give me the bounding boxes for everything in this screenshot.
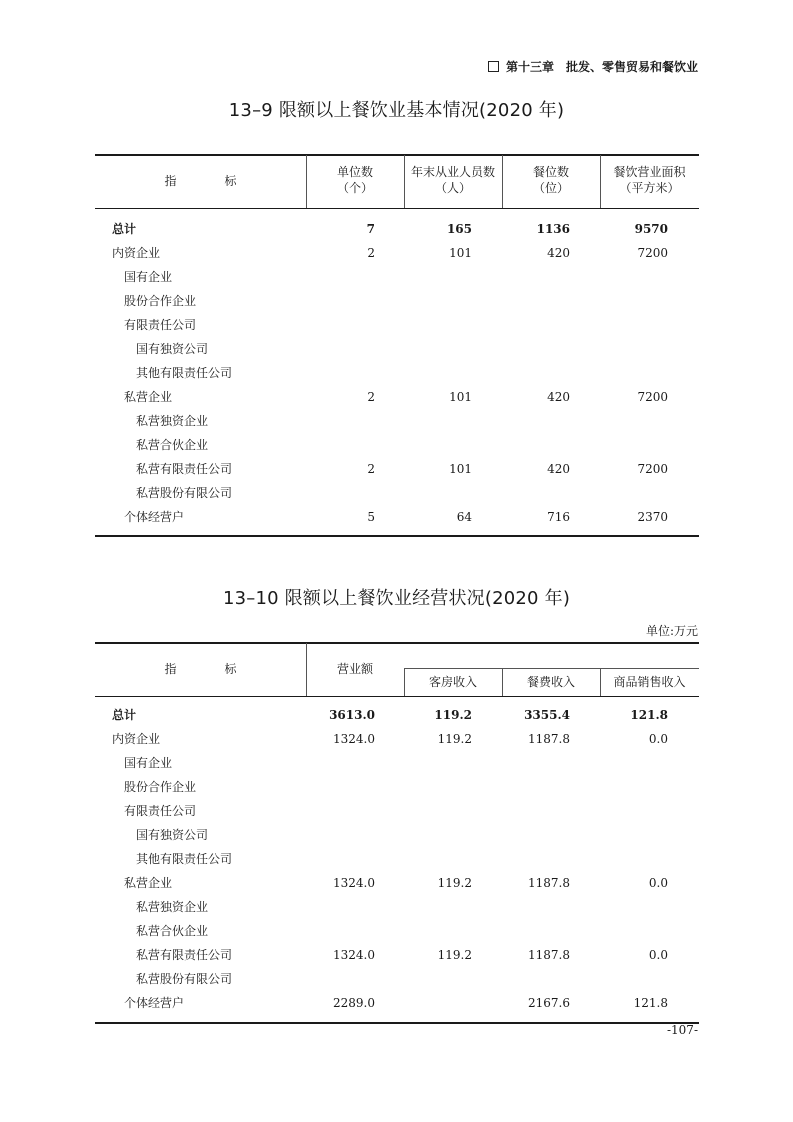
table1-title: 13–9 限额以上餐饮业基本情况(2020 年) bbox=[228, 100, 565, 121]
table1-header-rule bbox=[95, 208, 699, 209]
table-cell: 7200 bbox=[637, 390, 668, 404]
row-label: 私营股份有限公司 bbox=[136, 972, 233, 986]
table1-bottom-rule bbox=[95, 535, 699, 537]
table1-col-header: 单位数 （个） bbox=[336, 165, 373, 195]
table2-subheader-rule bbox=[404, 668, 699, 669]
table-cell: 3613.0 bbox=[329, 708, 375, 722]
table-cell: 0.0 bbox=[648, 876, 668, 890]
table-cell: 1187.8 bbox=[528, 876, 570, 890]
chapter-label: 第十三章 bbox=[505, 60, 554, 74]
table-cell: 119.2 bbox=[434, 708, 472, 722]
row-label: 总计 bbox=[112, 222, 137, 236]
table-cell: 420 bbox=[547, 246, 570, 260]
table-cell: 420 bbox=[547, 390, 570, 404]
table-cell: 7200 bbox=[637, 246, 668, 260]
table-cell: 2 bbox=[367, 390, 375, 404]
table-cell: 420 bbox=[547, 462, 570, 476]
table2-sub-header: 餐费收入 bbox=[526, 675, 575, 689]
row-label: 总计 bbox=[112, 708, 137, 722]
row-label: 内资企业 bbox=[112, 732, 161, 746]
table2-bottom-rule bbox=[95, 1022, 699, 1024]
table2-header-rule bbox=[95, 696, 699, 697]
row-label: 私营股份有限公司 bbox=[136, 486, 233, 500]
row-label: 国有企业 bbox=[124, 756, 173, 770]
table-cell: 119.2 bbox=[437, 876, 472, 890]
row-label: 私营合伙企业 bbox=[136, 924, 209, 938]
table-cell: 0.0 bbox=[648, 948, 668, 962]
table-cell: 3355.4 bbox=[524, 708, 570, 722]
table-cell: 716 bbox=[547, 510, 570, 524]
table-cell: 64 bbox=[456, 510, 472, 524]
table-cell: 9570 bbox=[634, 222, 668, 236]
row-label: 私营企业 bbox=[124, 390, 173, 404]
table-cell: 119.2 bbox=[437, 948, 472, 962]
table-cell: 2370 bbox=[637, 510, 668, 524]
row-label: 有限责任公司 bbox=[124, 804, 197, 818]
table-cell: 101 bbox=[449, 390, 472, 404]
row-label: 国有企业 bbox=[124, 270, 173, 284]
row-label: 私营合伙企业 bbox=[136, 438, 209, 452]
table1-col-header: 餐位数 （位） bbox=[532, 165, 569, 195]
table-cell: 121.8 bbox=[630, 708, 668, 722]
table-cell: 5 bbox=[367, 510, 375, 524]
table-cell: 7 bbox=[366, 222, 375, 236]
row-label: 个体经营户 bbox=[124, 510, 185, 524]
table-cell: 1324.0 bbox=[333, 948, 375, 962]
table-cell: 1324.0 bbox=[333, 876, 375, 890]
table1-col-header: 年末从业人员数 （人） bbox=[410, 165, 495, 195]
table1-top-rule bbox=[95, 154, 699, 156]
row-label: 私营有限责任公司 bbox=[136, 948, 233, 962]
table-cell: 1324.0 bbox=[333, 732, 375, 746]
table-cell: 0.0 bbox=[648, 732, 668, 746]
row-label: 私营独资企业 bbox=[136, 414, 209, 428]
table2-sub-header: 客房收入 bbox=[428, 675, 477, 689]
row-label: 私营独资企业 bbox=[136, 900, 209, 914]
table2-top-rule bbox=[95, 642, 699, 644]
table-cell: 121.8 bbox=[633, 996, 668, 1010]
table-cell: 7200 bbox=[637, 462, 668, 476]
table1-col-header: 餐饮营业面积 （平方米） bbox=[613, 165, 686, 195]
table-cell: 165 bbox=[446, 222, 472, 236]
table-cell: 2289.0 bbox=[333, 996, 375, 1010]
running-header bbox=[0, 58, 698, 75]
table2-sub-header: 商品销售收入 bbox=[613, 675, 686, 689]
row-label: 个体经营户 bbox=[124, 996, 185, 1010]
table2-indicator-header: 指 标 bbox=[164, 662, 237, 676]
table2-title: 13–10 限额以上餐饮业经营状况(2020 年) bbox=[222, 588, 571, 609]
row-label: 私营有限责任公司 bbox=[136, 462, 233, 476]
table-cell: 1187.8 bbox=[528, 948, 570, 962]
section-label: 批发、零售贸易和餐饮业 bbox=[565, 60, 698, 74]
row-label: 私营企业 bbox=[124, 876, 173, 890]
row-label: 国有独资公司 bbox=[136, 342, 209, 356]
row-label: 股份合作企业 bbox=[124, 294, 197, 308]
square-icon bbox=[488, 61, 499, 72]
row-label: 其他有限责任公司 bbox=[136, 852, 233, 866]
row-label: 股份合作企业 bbox=[124, 780, 197, 794]
table-cell: 1136 bbox=[536, 222, 570, 236]
table2-unit-note: 单位:万元 bbox=[645, 624, 698, 638]
row-label: 国有独资公司 bbox=[136, 828, 209, 842]
row-label: 有限责任公司 bbox=[124, 318, 197, 332]
row-label: 内资企业 bbox=[112, 246, 161, 260]
table-cell: 2 bbox=[367, 462, 375, 476]
row-label: 其他有限责任公司 bbox=[136, 366, 233, 380]
table-cell: 101 bbox=[449, 462, 472, 476]
table1-indicator-header: 指 标 bbox=[164, 174, 237, 188]
page-number: -107- bbox=[666, 1023, 698, 1037]
table-cell: 2167.6 bbox=[528, 996, 570, 1010]
table-cell: 1187.8 bbox=[528, 732, 570, 746]
table-cell: 2 bbox=[367, 246, 375, 260]
table2-revenue-header: 营业额 bbox=[336, 662, 373, 676]
table-cell: 119.2 bbox=[437, 732, 472, 746]
table-cell: 101 bbox=[449, 246, 472, 260]
